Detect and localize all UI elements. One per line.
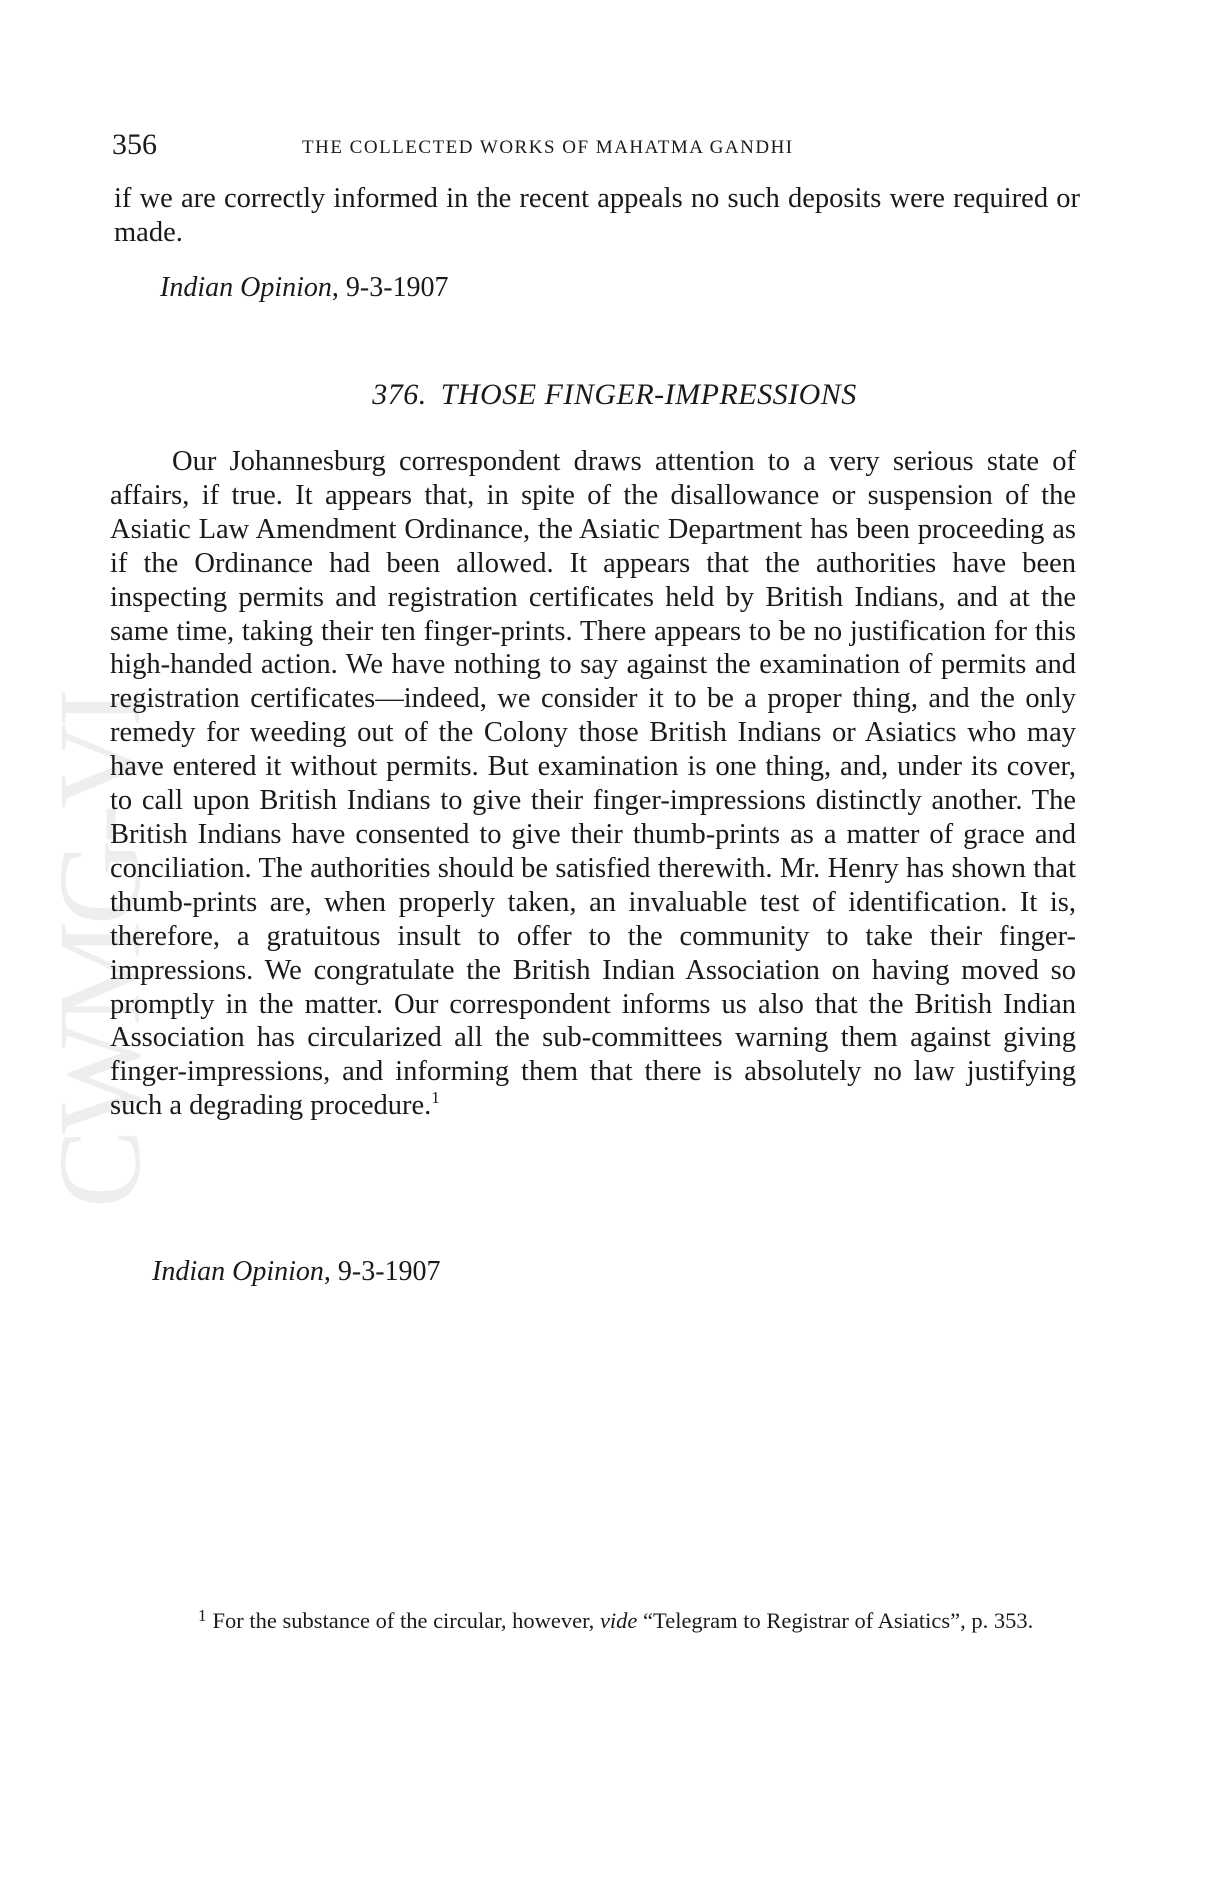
footnote-italic-word: vide <box>599 1608 638 1633</box>
running-head <box>112 128 1072 168</box>
body-text: Our Johannesburg correspondent draws attention to a very serious state of affairs, if true. It appears that, in spite of the disallowance or suspension of the Asiatic Law Amendment Ordinance, the Asiatic Department has been proceeding as if the Ordinance had been allowed. It appears that the authorities have been inspecting permits and registration certificates held by British Indians, and at the same time, taking their ten finger-prints. There appears to be no justification for this high-handed action. We have nothing to say against the examination of permits and registration certificates—indeed, we consider it to be a proper thing, and the only remedy for weeding out of the Colony those British Indians or Asiatics who may have entered it without permits. But examination is one thing, and, under its cover, to call upon British Indians to give their finger-impressions distinctly another. The British Indians have consented to give their thumb-prints as a matter of grace and conciliation. The authorities should be satisfied therewith. Mr. Henry has shown that thumb-prints are, when properly taken, an invaluable test of identification. It is, therefore, a gratuitous insult to offer to the community to take their finger-impressions. We congratulate the British Indian Association on having moved so promptly in the matter. Our correspondent informs us also that the British Indian Association has circularized all the sub-committees warning them against giving finger-impressions, and informing them that there is absolutely no law justifying such a degrading procedure. <box>110 446 1076 1122</box>
footnote <box>104 1606 1078 1636</box>
page-number: 356 <box>112 128 157 161</box>
watermark: CWMG-VI <box>34 691 165 1209</box>
section-number: 376. <box>372 378 427 411</box>
citation-separator: , <box>323 1256 338 1287</box>
section-title: THOSE FINGER-IMPRESSIONS <box>440 378 857 411</box>
footnote-mark: 1 <box>198 1606 207 1625</box>
footnote-text-after: “Telegram to Registrar of Asiatics”, p. 353. <box>637 1608 1034 1633</box>
book-title: THE COLLECTED WORKS OF MAHATMA GANDHI <box>302 137 794 158</box>
continued-paragraph: if we are correctly informed in the recent appeals no such deposits were required or made. <box>114 183 1080 248</box>
source-citation <box>152 1256 441 1288</box>
citation-date: 9-3-1907 <box>337 1256 441 1287</box>
citation-separator: , <box>331 272 346 303</box>
publication-name: Indian Opinion <box>152 1256 324 1287</box>
body-paragraph <box>110 445 1076 1123</box>
footnote-reference[interactable]: 1 <box>431 1088 440 1108</box>
section-heading <box>0 378 1229 412</box>
source-citation <box>160 272 449 304</box>
footnote-text-before: For the substance of the circular, however, <box>212 1608 600 1633</box>
publication-name: Indian Opinion <box>160 272 332 303</box>
citation-date: 9-3-1907 <box>345 272 449 303</box>
